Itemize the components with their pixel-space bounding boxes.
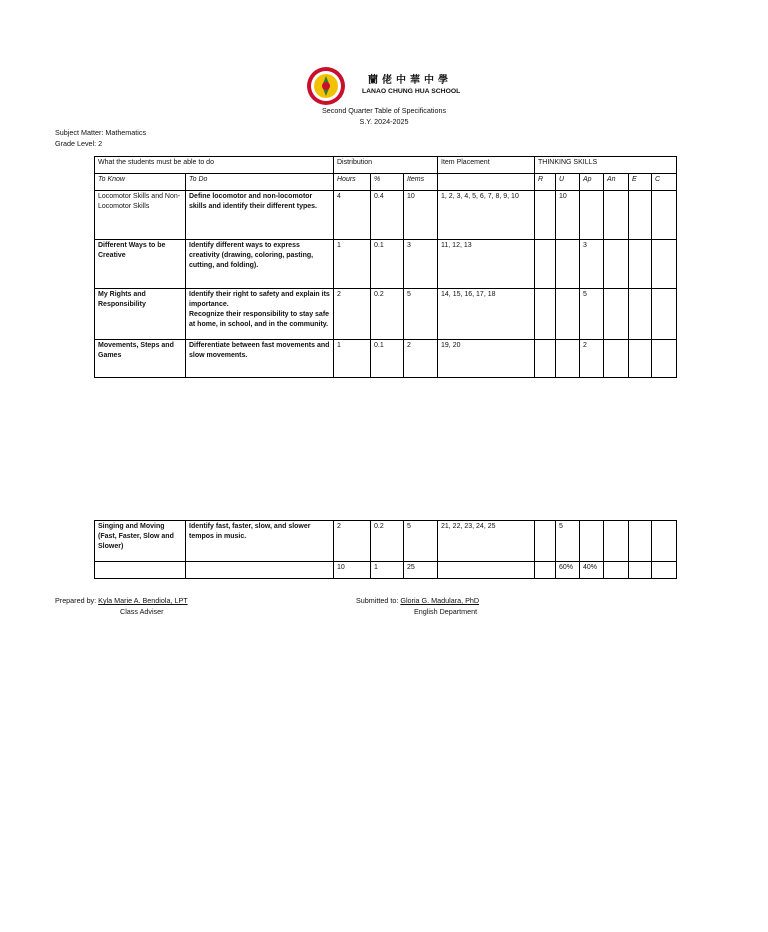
submitted-label: Submitted to:	[356, 596, 401, 605]
items-cell: 5	[404, 289, 438, 340]
percent-cell: 0.2	[371, 289, 404, 340]
hours-cell: 1	[334, 340, 371, 378]
to-know-cell: Different Ways to be Creative	[95, 240, 186, 289]
hours-cell: 2	[334, 289, 371, 340]
totals-placement-blank	[438, 562, 535, 579]
items-cell: 10	[404, 191, 438, 240]
table-row	[95, 340, 677, 378]
specifications-table	[94, 156, 677, 378]
table-row	[95, 240, 677, 289]
ap-cell	[580, 191, 604, 240]
header-analyze: An	[604, 174, 629, 191]
prepared-role: Class Adviser	[120, 607, 164, 616]
header-to-know: To Know	[95, 174, 186, 191]
to-do-cell: Differentiate between fast movements and slow movements.	[186, 340, 334, 378]
c-cell	[652, 562, 677, 579]
table-row	[95, 289, 677, 340]
an-cell	[604, 191, 629, 240]
r-cell	[535, 240, 556, 289]
e-cell	[629, 340, 652, 378]
percent-cell: 0.1	[371, 240, 404, 289]
r-cell	[535, 289, 556, 340]
prepared-name: Kyla Marie A. Bendiola, LPT	[98, 596, 188, 605]
ap-cell: 2	[580, 340, 604, 378]
e-cell	[629, 562, 652, 579]
u-cell: 10	[556, 191, 580, 240]
school-seal-icon	[300, 66, 352, 106]
items-cell: 3	[404, 240, 438, 289]
header-percent: %	[371, 174, 404, 191]
header-items: Items	[404, 174, 438, 191]
hours-cell: 4	[334, 191, 371, 240]
c-cell	[652, 240, 677, 289]
hours-cell: 2	[334, 521, 371, 562]
to-do-cell: Identify different ways to express creativity (drawing, coloring, pasting, cutting, and folding).	[186, 240, 334, 289]
ap-cell: 3	[580, 240, 604, 289]
grade-level: Grade Level: 2	[55, 139, 103, 148]
header-create: C	[652, 174, 677, 191]
to-do-cell: Identify fast, faster, slow, and slower tempos in music.	[186, 521, 334, 562]
ap-cell	[580, 521, 604, 562]
header-to-do: To Do	[186, 174, 334, 191]
total-ap: 40%	[580, 562, 604, 579]
placement-cell: 11, 12, 13	[438, 240, 535, 289]
total-u: 60%	[556, 562, 580, 579]
placement-cell: 19, 20	[438, 340, 535, 378]
header-understand: U	[556, 174, 580, 191]
document-title: Second Quarter Table of Specifications	[321, 106, 447, 115]
an-cell	[604, 289, 629, 340]
u-cell: 5	[556, 521, 580, 562]
e-cell	[629, 240, 652, 289]
r-cell	[535, 562, 556, 579]
total-hours: 10	[334, 562, 371, 579]
e-cell	[629, 289, 652, 340]
header-hours: Hours	[334, 174, 371, 191]
items-cell: 2	[404, 340, 438, 378]
prepared-by	[55, 596, 188, 606]
totals-do-blank	[186, 562, 334, 579]
total-percent: 1	[371, 562, 404, 579]
to-know-cell: Singing and Moving (Fast, Faster, Slow and Slower)	[95, 521, 186, 562]
header-remember: R	[535, 174, 556, 191]
percent-cell: 0.4	[371, 191, 404, 240]
e-cell	[629, 521, 652, 562]
to-do-cell: Define locomotor and non-locomotor skills and identify their different types.	[186, 191, 334, 240]
specifications-table-continued	[94, 520, 677, 579]
an-cell	[604, 340, 629, 378]
placement-cell: 14, 15, 16, 17, 18	[438, 289, 535, 340]
school-year: S.Y. 2024-2025	[359, 117, 409, 126]
u-cell	[556, 289, 580, 340]
header-placement-blank	[438, 174, 535, 191]
school-name-english: LANAO CHUNG HUA SCHOOL	[362, 88, 461, 95]
c-cell	[652, 521, 677, 562]
c-cell	[652, 340, 677, 378]
table-row	[95, 191, 677, 240]
u-cell	[556, 340, 580, 378]
school-name-chinese: 蘭佬中華中學	[368, 75, 452, 86]
header-students-must-do: What the students must be able to do	[95, 157, 334, 174]
totals-row	[95, 562, 677, 579]
total-items: 25	[404, 562, 438, 579]
ap-cell: 5	[580, 289, 604, 340]
totals-know-blank	[95, 562, 186, 579]
u-cell	[556, 240, 580, 289]
prepared-label: Prepared by:	[55, 596, 99, 605]
an-cell	[604, 240, 629, 289]
to-know-cell: Locomotor Skills and Non-Locomotor Skills	[95, 191, 186, 240]
percent-cell: 0.2	[371, 521, 404, 562]
submitted-name: Gloria G. Madulara, PhD	[400, 596, 480, 605]
placement-cell: 21, 22, 23, 24, 25	[438, 521, 535, 562]
header-thinking-skills: THINKING SKILLS	[535, 157, 677, 174]
header-apply: Ap	[580, 174, 604, 191]
an-cell	[604, 562, 629, 579]
c-cell	[652, 191, 677, 240]
to-do-cell: Identify their right to safety and explain its importance. Recognize their responsibility to stay safe at home, in school, and in the community.	[186, 289, 334, 340]
header-item-placement: Item Placement	[438, 157, 535, 174]
submitted-role: English Department	[414, 607, 478, 616]
subject-matter: Subject Matter: Mathematics	[55, 128, 147, 137]
r-cell	[535, 340, 556, 378]
c-cell	[652, 289, 677, 340]
items-cell: 5	[404, 521, 438, 562]
header-distribution: Distribution	[334, 157, 438, 174]
r-cell	[535, 521, 556, 562]
to-know-cell: Movements, Steps and Games	[95, 340, 186, 378]
to-know-cell: My Rights and Responsibility	[95, 289, 186, 340]
table-row	[95, 521, 677, 562]
submitted-to	[356, 596, 479, 606]
header-evaluate: E	[629, 174, 652, 191]
r-cell	[535, 191, 556, 240]
an-cell	[604, 521, 629, 562]
placement-cell: 1, 2, 3, 4, 5, 6, 7, 8, 9, 10	[438, 191, 535, 240]
e-cell	[629, 191, 652, 240]
hours-cell: 1	[334, 240, 371, 289]
percent-cell: 0.1	[371, 340, 404, 378]
